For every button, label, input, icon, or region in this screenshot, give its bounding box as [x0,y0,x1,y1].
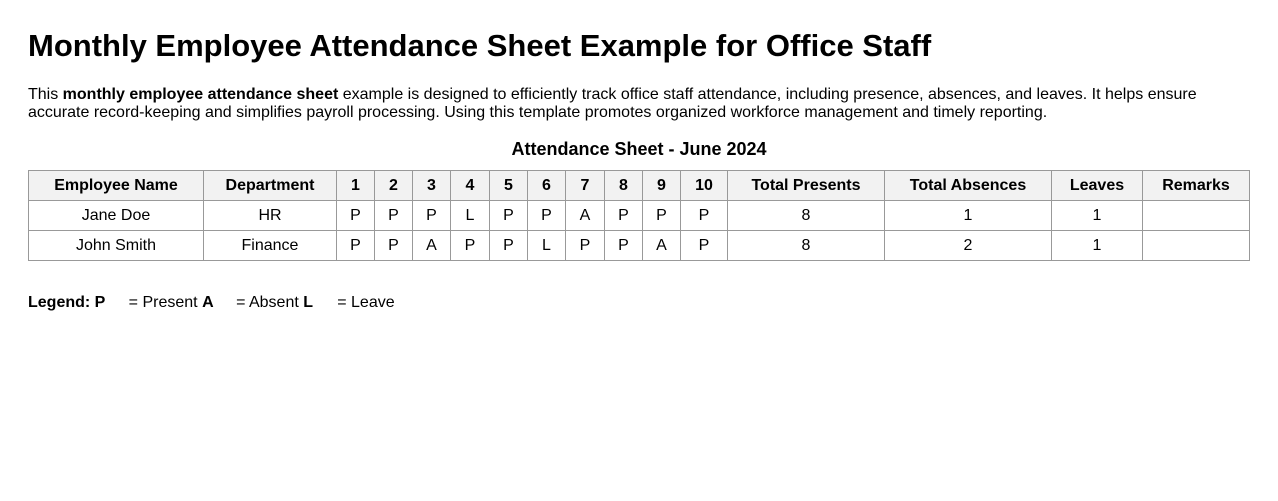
table-cell [1143,231,1250,261]
column-header: Leaves [1052,171,1143,201]
column-header: Total Presents [728,171,885,201]
table-cell: P [451,231,490,261]
table-cell: P [375,201,413,231]
column-header: 4 [451,171,490,201]
column-header: 3 [413,171,451,201]
table-cell: P [566,231,605,261]
table-cell: 1 [885,201,1052,231]
column-header: Remarks [1143,171,1250,201]
table-cell: Finance [204,231,337,261]
description-post: example is designed to efficiently track office staff attendance, including presence, absences, and leaves. It helps ensure accurate record-keeping and simplifies payroll processing. Using this template promotes organized workforce management and timely reporting. [28,86,1197,121]
table-cell: P [681,231,728,261]
column-header: Total Absences [885,171,1052,201]
table-row [29,201,1250,231]
table-cell: P [490,231,528,261]
table-cell: P [643,201,681,231]
table-caption: Attendance Sheet - June 2024 [511,139,767,159]
table-cell [1143,201,1250,231]
table-cell: A [413,231,451,261]
table-cell: L [528,231,566,261]
attendance-table [28,170,1250,261]
legend-key-leave: L [303,294,314,311]
column-header: Department [204,171,337,201]
table-cell: P [528,201,566,231]
table-cell: P [337,231,375,261]
table-cell: P [337,201,375,231]
legend-key-absent: A [202,294,214,311]
table-cell: L [451,201,490,231]
table-cell: P [605,231,643,261]
table-cell: P [681,201,728,231]
table-cell: 1 [1052,201,1143,231]
description-pre: This [28,86,63,103]
legend-text-leave: = Leave [337,294,395,311]
table-cell: P [413,201,451,231]
table-cell: P [605,201,643,231]
table-cell: A [566,201,605,231]
table-cell: P [375,231,413,261]
column-header: 9 [643,171,681,201]
legend-key-present: P [94,294,106,311]
column-header: 1 [337,171,375,201]
table-cell: P [490,201,528,231]
table-cell: A [643,231,681,261]
table-row [29,231,1250,261]
legend [28,294,395,312]
column-header: 7 [566,171,605,201]
table-cell: Jane Doe [29,201,204,231]
column-header: 10 [681,171,728,201]
table-cell: HR [204,201,337,231]
table-cell: John Smith [29,231,204,261]
table-cell: 1 [1052,231,1143,261]
table-cell: 8 [728,231,885,261]
header-row [29,171,1250,201]
table-cell: 2 [885,231,1052,261]
table-cell: 8 [728,201,885,231]
description-bold: monthly employee attendance sheet [62,86,339,103]
column-header: Employee Name [29,171,204,201]
column-header: 2 [375,171,413,201]
legend-label: Legend: [28,294,91,311]
column-header: 5 [490,171,528,201]
column-header: 8 [605,171,643,201]
column-header: 6 [528,171,566,201]
legend-text-present: = Present [128,294,198,311]
description [28,86,1250,122]
page-title: Monthly Employee Attendance Sheet Example for Office Staff [28,28,932,63]
legend-text-absent: = Absent [236,294,299,311]
